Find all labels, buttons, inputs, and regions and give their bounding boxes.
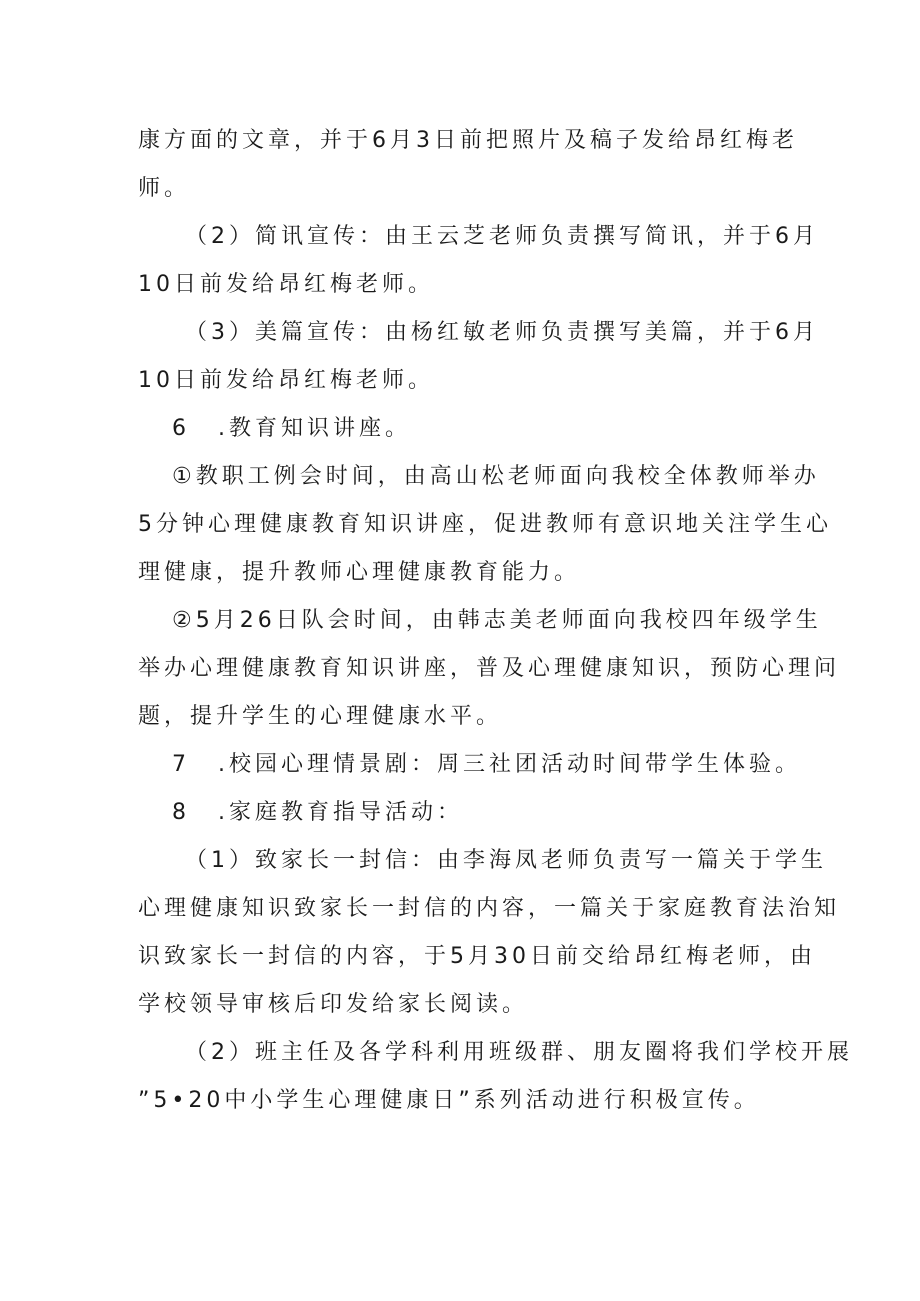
paragraph-line: 学校领导审核后印发给家长阅读。 <box>138 992 529 1017</box>
paragraph-line: 师。 <box>138 176 191 201</box>
paragraph-line: （1）致家长一封信：由李海凤老师负责写一篇关于学生 <box>185 848 827 873</box>
paragraph-line: 理健康，提升教师心理健康教育能力。 <box>138 560 581 585</box>
paragraph-line: 识致家长一封信的内容，于5月30日前交给昂红梅老师，由 <box>138 944 816 969</box>
paragraph-line: （3）美篇宣传：由杨红敏老师负责撰写美篇，并于6月 <box>185 320 819 345</box>
section-title: .家庭教育指导活动： <box>218 800 463 825</box>
paragraph-line: 10日前发给昂红梅老师。 <box>138 368 434 393</box>
section-number: 7 <box>172 752 190 777</box>
paragraph-line: 康方面的文章，并于6月3日前把照片及稿子发给昂红梅老 <box>138 128 798 153</box>
paragraph-line: ”5•20中小学生心理健康日”系列活动进行积极宣传。 <box>138 1088 760 1113</box>
paragraph-line: 心理健康知识致家长一封信的内容，一篇关于家庭教育法治知 <box>138 896 841 921</box>
paragraph-line: （2）班主任及各学科利用班级群、朋友圈将我们学校开展 <box>185 1040 853 1065</box>
paragraph-line: ①教职工例会时间，由高山松老师面向我校全体教师举办 <box>172 464 820 489</box>
section-number: 6 <box>172 416 190 441</box>
paragraph-line: （2）简讯宣传：由王云芝老师负责撰写简讯，并于6月 <box>185 224 819 249</box>
paragraph-line: 题，提升学生的心理健康水平。 <box>138 704 503 729</box>
section-title: .教育知识讲座。 <box>218 416 411 441</box>
section-heading <box>172 414 411 444</box>
section-title: .校园心理情景剧：周三社团活动时间带学生体验。 <box>218 752 801 777</box>
section-heading <box>172 750 801 780</box>
paragraph-line: ②5月26日队会时间，由韩志美老师面向我校四年级学生 <box>172 608 822 633</box>
section-number: 8 <box>172 800 190 825</box>
section-heading <box>172 798 463 828</box>
paragraph-line: 5分钟心理健康教育知识讲座，促进教师有意识地关注学生心 <box>138 512 832 537</box>
paragraph-line: 举办心理健康教育知识讲座，普及心理健康知识，预防心理问 <box>138 656 841 681</box>
paragraph-line: 10日前发给昂红梅老师。 <box>138 272 434 297</box>
